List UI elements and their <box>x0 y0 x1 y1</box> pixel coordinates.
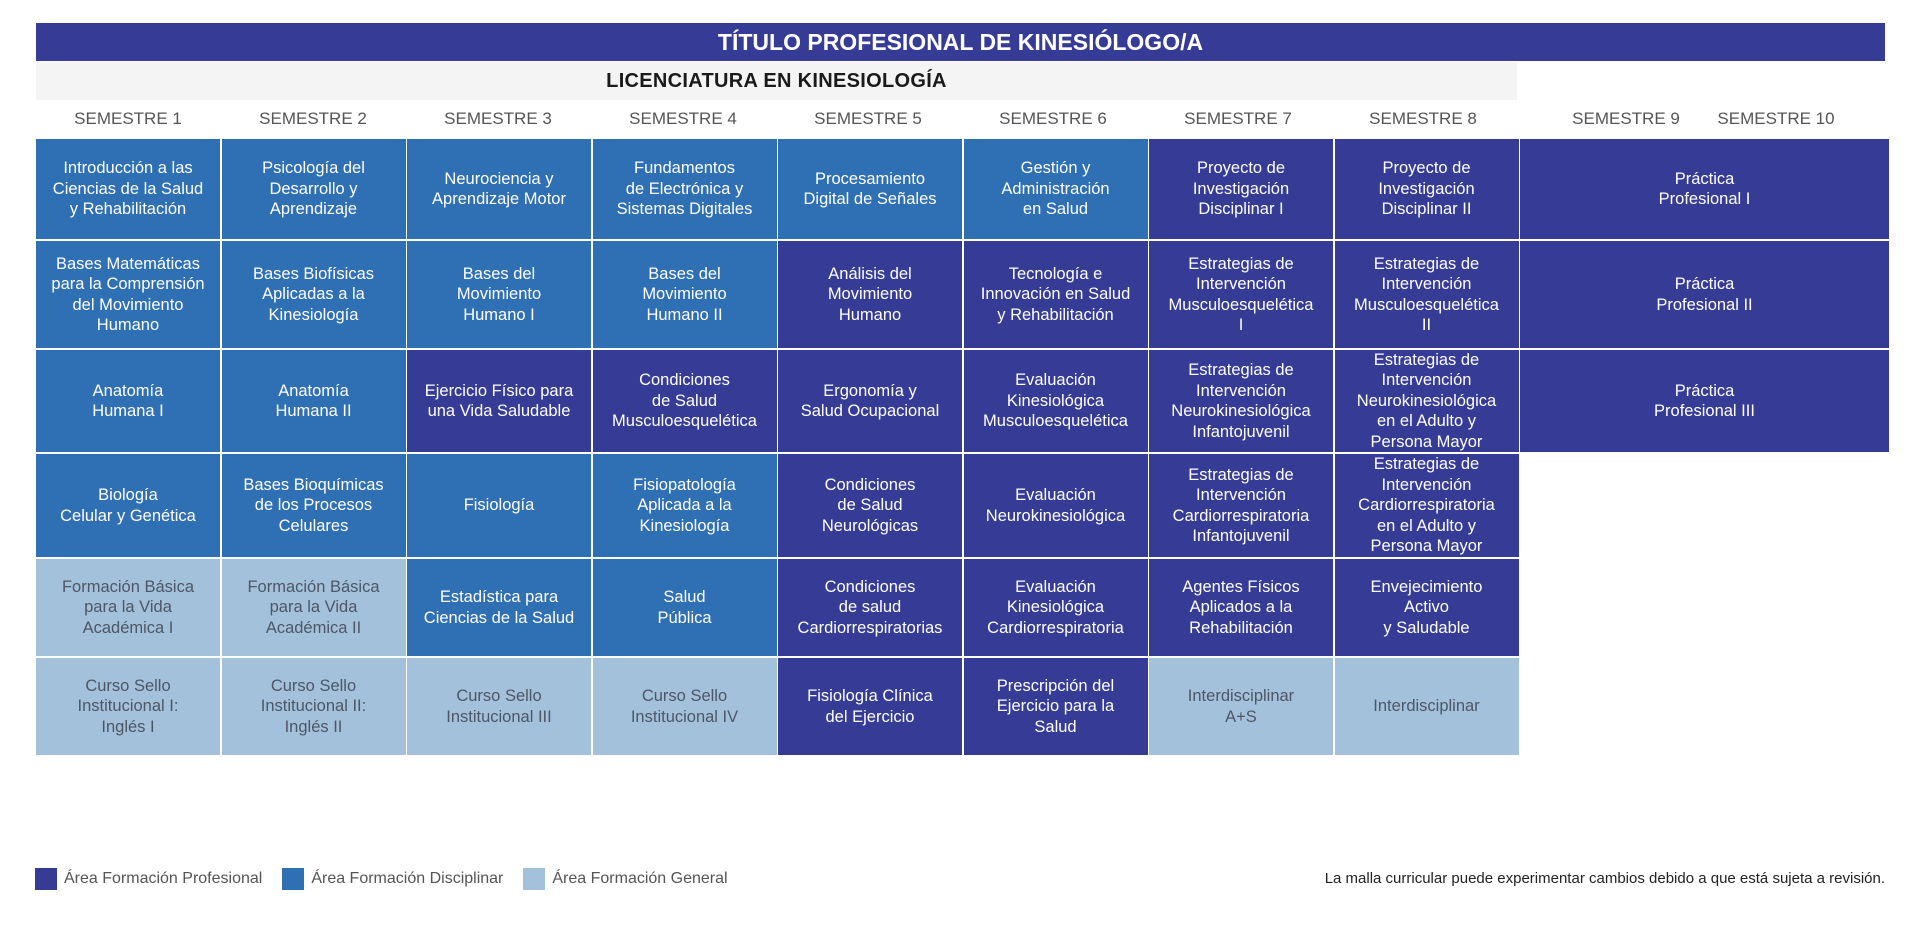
semester-5-label: SEMESTRE 5 <box>814 109 922 128</box>
course-cell: Condiciones de salud Cardiorrespiratorias <box>778 559 962 656</box>
course-cell: Proyecto de Investigación Disciplinar II <box>1335 139 1519 239</box>
course-cell: Fisiopatología Aplicada a la Kinesiología <box>593 454 777 557</box>
course-cell: Agentes Físicos Aplicados a la Rehabilitación <box>1149 559 1333 656</box>
semester-4-label: SEMESTRE 4 <box>629 109 737 128</box>
course-cell: Estrategias de Intervención Neurokinesiológica Infantojuvenil <box>1149 350 1333 452</box>
legend-swatch-disciplinar <box>282 868 304 890</box>
course-cell: Ejercicio Físico para una Vida Saludable <box>407 350 591 452</box>
semester-2-label: SEMESTRE 2 <box>259 109 367 128</box>
legend-item-disciplinar <box>282 868 513 890</box>
course-cell: Anatomía Humana I <box>36 350 220 452</box>
semester-7-label: SEMESTRE 7 <box>1184 109 1292 128</box>
course-cell: Fisiología <box>407 454 591 557</box>
course-cell: Ergonomía y Salud Ocupacional <box>778 350 962 452</box>
course-cell: Envejecimiento Activo y Saludable <box>1335 559 1519 656</box>
legend-label-profesional: Área Formación Profesional <box>64 870 263 887</box>
course-cell: Proyecto de Investigación Disciplinar I <box>1149 139 1333 239</box>
course-cell: Tecnología e Innovación en Salud y Rehabilitación <box>964 241 1148 348</box>
course-cell: Curso Sello Institucional II: Inglés II <box>222 658 406 755</box>
course-cell: Condiciones de Salud Neurológicas <box>778 454 962 557</box>
course-cell: Introducción a las Ciencias de la Salud y Rehabilitación <box>36 139 220 239</box>
course-cell: Anatomía Humana II <box>222 350 406 452</box>
course-cell: Interdisciplinar <box>1335 658 1519 755</box>
course-cell: Evaluación Kinesiológica Musculoesquelética <box>964 350 1148 452</box>
semester-10-label: SEMESTRE 10 <box>1717 109 1835 128</box>
legend-swatch-general <box>523 868 545 890</box>
course-cell: Formación Básica para la Vida Académica I <box>36 559 220 656</box>
course-cell: Evaluación Neurokinesiológica <box>964 454 1148 557</box>
course-cell: Gestión y Administración en Salud <box>964 139 1148 239</box>
course-cell: Estadística para Ciencias de la Salud <box>407 559 591 656</box>
course-cell: Bases Biofísicas Aplicadas a la Kinesiología <box>222 241 406 348</box>
course-cell: Salud Pública <box>593 559 777 656</box>
legend <box>35 868 748 890</box>
practica-cell: Práctica Profesional I <box>1520 139 1889 239</box>
semester-header-row <box>36 103 1885 135</box>
course-cell: Interdisciplinar A+S <box>1149 658 1333 755</box>
course-cell: Psicología del Desarrollo y Aprendizaje <box>222 139 406 239</box>
degree-subtitle: LICENCIATURA EN KINESIOLOGÍA <box>36 62 1517 100</box>
course-cell: Bases Bioquímicas de los Procesos Celulares <box>222 454 406 557</box>
course-cell: Formación Básica para la Vida Académica II <box>222 559 406 656</box>
legend-label-general: Área Formación General <box>552 870 728 887</box>
legend-item-general <box>523 868 737 890</box>
course-cell: Estrategias de Intervención Musculoesquelética I <box>1149 241 1333 348</box>
course-cell: Estrategias de Intervención Neurokinesiológica en el Adulto y Persona Mayor <box>1335 350 1519 452</box>
course-cell: Curso Sello Institucional III <box>407 658 591 755</box>
course-cell: Fisiología Clínica del Ejercicio <box>778 658 962 755</box>
course-cell: Estrategias de Intervención Musculoesquelética II <box>1335 241 1519 348</box>
revision-note: La malla curricular puede experimentar cambios debido a que está sujeta a revisión. <box>1324 870 1885 887</box>
course-cell: Estrategias de Intervención Cardiorrespiratoria en el Adulto y Persona Mayor <box>1335 454 1519 557</box>
semester-6-label: SEMESTRE 6 <box>999 109 1107 128</box>
course-cell: Bases del Movimiento Humano I <box>407 241 591 348</box>
semester-8-label: SEMESTRE 8 <box>1369 109 1477 128</box>
legend-item-profesional <box>35 868 272 890</box>
course-cell: Neurociencia y Aprendizaje Motor <box>407 139 591 239</box>
course-cell: Bases del Movimiento Humano II <box>593 241 777 348</box>
semester-9-label: SEMESTRE 9 <box>1572 109 1680 128</box>
program-title: TÍTULO PROFESIONAL DE KINESIÓLOGO/A <box>36 23 1885 61</box>
course-cell: Curso Sello Institucional I: Inglés I <box>36 658 220 755</box>
semester-1-label: SEMESTRE 1 <box>74 109 182 128</box>
course-cell: Condiciones de Salud Musculoesquelética <box>593 350 777 452</box>
course-cell: Procesamiento Digital de Señales <box>778 139 962 239</box>
course-cell: Biología Celular y Genética <box>36 454 220 557</box>
course-cell: Análisis del Movimiento Humano <box>778 241 962 348</box>
course-cell: Prescripción del Ejercicio para la Salud <box>964 658 1148 755</box>
practica-cell: Práctica Profesional II <box>1520 241 1889 348</box>
practica-cell: Práctica Profesional III <box>1520 350 1889 452</box>
semester-3-label: SEMESTRE 3 <box>444 109 552 128</box>
legend-swatch-profesional <box>35 868 57 890</box>
legend-label-disciplinar: Área Formación Disciplinar <box>311 870 504 887</box>
course-cell: Curso Sello Institucional IV <box>593 658 777 755</box>
course-cell: Evaluación Kinesiológica Cardiorrespiratoria <box>964 559 1148 656</box>
course-cell: Bases Matemáticas para la Comprensión del Movimiento Humano <box>36 241 220 348</box>
course-cell: Fundamentos de Electrónica y Sistemas Digitales <box>593 139 777 239</box>
course-cell: Estrategias de Intervención Cardiorrespiratoria Infantojuvenil <box>1149 454 1333 557</box>
